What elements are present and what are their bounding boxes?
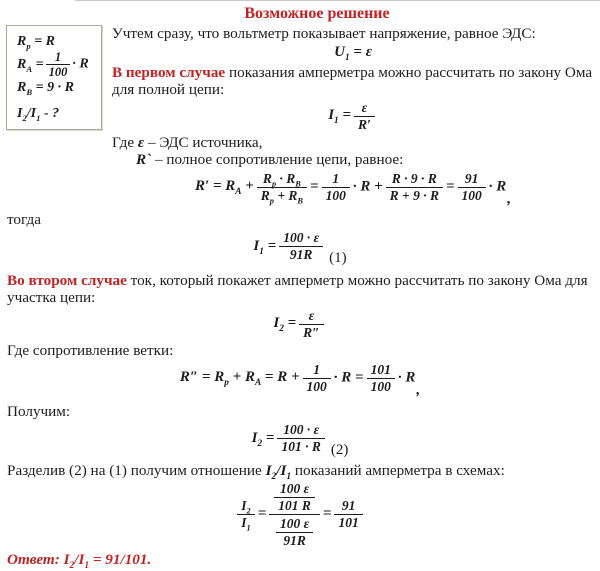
fraction	[354, 100, 375, 132]
paragraph-where-resistance	[112, 151, 594, 168]
answer-line	[7, 548, 593, 571]
fraction	[458, 171, 486, 203]
formula-lhs: $I_2$ =	[273, 315, 297, 335]
paragraph-first-case	[112, 64, 594, 98]
equals-sign: =	[257, 505, 267, 522]
fraction-numerator: $R_p \cdot R_B$	[257, 171, 307, 188]
fraction	[274, 481, 315, 513]
stacked-fraction	[269, 480, 320, 548]
fraction-denominator: 91R	[289, 247, 313, 263]
emf-symbol: ε	[137, 134, 145, 151]
fraction-numerator: 1	[322, 171, 350, 188]
fraction-numerator: $I_2$	[237, 498, 254, 515]
top-divider	[75, 0, 600, 1]
fraction-denominator: R′	[358, 117, 371, 132]
given-data-box	[6, 25, 102, 130]
given-ra-tail: · R	[72, 56, 89, 72]
fraction-numerator: 101	[367, 362, 395, 379]
fraction-numerator: ε	[299, 308, 323, 325]
equation-label-2: (2)	[330, 441, 349, 458]
paragraph-obtain: Получим:	[7, 403, 71, 421]
paragraph-where-emf	[112, 134, 594, 151]
fraction-numerator: 100 ε	[276, 516, 313, 533]
fraction	[279, 230, 323, 262]
fraction-numerator: 1	[303, 362, 331, 379]
fraction-denominator: 101 R	[278, 497, 311, 513]
result-fraction	[334, 498, 362, 530]
equals-sign: =	[322, 505, 332, 522]
formula-i2-ohm	[7, 308, 593, 340]
paragraph-then: тогда	[7, 211, 41, 229]
fraction-denominator: 101 · R	[281, 439, 321, 455]
fraction	[386, 171, 443, 203]
fraction-denominator: 100	[370, 378, 391, 394]
given-ra	[17, 51, 99, 78]
paragraph-second-case	[7, 272, 593, 306]
formula-current-ratio	[7, 480, 593, 548]
formula-branch-resistance	[7, 362, 593, 400]
formula-tail: · R	[488, 178, 507, 195]
paragraph-divide	[7, 461, 593, 482]
fraction-numerator: 100 ε	[274, 481, 315, 498]
formula-lhs: $R'' = R_p + R_A = R$ +	[179, 369, 300, 389]
equals-sign: =	[310, 178, 319, 195]
divide-suffix: показаний амперметра в схемах:	[291, 461, 505, 479]
formula-lhs: $I_2$ =	[251, 429, 275, 449]
fraction-denominator: 100	[461, 188, 482, 203]
ratio-symbol: $I_2/I_1$	[265, 461, 292, 482]
formula-total-resistance	[112, 171, 594, 209]
formula-tail: · R	[397, 369, 416, 386]
fraction-denominator: R″	[303, 324, 320, 340]
fraction-denominator: 100	[325, 188, 346, 203]
page-title: Возможное решение	[244, 5, 390, 22]
formula-lhs: $I_1$ =	[253, 237, 277, 257]
formula-i1-ohm	[112, 100, 594, 132]
formula-middle: · R +	[352, 178, 383, 195]
fraction-denominator: 100	[306, 378, 327, 394]
answer-label: Ответ:	[7, 550, 60, 568]
stacked-denominator	[269, 515, 320, 548]
formula-u1-equals-emf: $U_1 = \varepsilon$	[334, 44, 372, 63]
fraction-numerator: 100 · ε	[277, 422, 324, 439]
ratio-lhs-fraction	[237, 497, 254, 533]
fraction-denominator: $I_1$	[241, 514, 251, 533]
fraction	[367, 362, 395, 394]
fraction	[276, 516, 313, 548]
paragraph-voltmeter: Учтем сразу, что вольтметр показывает напряжение, равное ЭДС:	[112, 25, 536, 42]
equation-label-1: (1)	[329, 249, 347, 266]
paragraph-branch-resistance: Где сопротивление ветки:	[7, 341, 174, 359]
trailing-comma: ,	[507, 191, 512, 208]
where-resistance-text: – полное сопротивление цепи, равное:	[151, 151, 404, 168]
fraction	[257, 171, 307, 206]
r-prime-symbol: R`	[136, 151, 152, 168]
fraction	[303, 362, 331, 394]
fraction	[299, 308, 323, 340]
fraction	[46, 51, 71, 78]
equals-sign: =	[445, 178, 455, 195]
fraction-denominator: 101	[338, 514, 359, 530]
fraction-denominator: 91R	[283, 532, 306, 548]
fraction-numerator: ε	[354, 100, 375, 117]
first-case-highlight: В первом случае	[112, 64, 226, 81]
fraction-numerator: R · 9 · R	[386, 171, 443, 188]
fraction-denominator: R + 9 · R	[389, 188, 439, 203]
trailing-comma: ,	[416, 382, 421, 399]
fraction	[277, 422, 324, 454]
fraction	[322, 171, 350, 203]
second-case-section	[7, 211, 593, 571]
fraction-denominator: 100	[48, 65, 68, 79]
given-question: $I_2/I_1$ - ?	[17, 106, 60, 123]
divide-prefix: Разделив (2) на (1) получим отношение	[7, 461, 266, 479]
fraction-numerator: 1	[46, 51, 71, 65]
formula-lhs: $R' = R_A$ +	[194, 178, 254, 198]
stacked-numerator	[269, 480, 320, 515]
formula-lhs: $I_1$ =	[328, 107, 351, 127]
fraction-numerator: 91	[334, 498, 362, 515]
given-rb: $R_B = 9 \cdot R$	[17, 80, 74, 97]
where-prefix: Где	[112, 134, 138, 151]
second-case-highlight: Во втором случае	[7, 271, 127, 289]
second-case-text: ток, который покажет амперметр можно рассчитать по закону Ома для участка цепи:	[7, 271, 588, 306]
given-ra-lhs: $R_A$ =	[17, 56, 44, 74]
fraction-numerator: 91	[458, 171, 486, 188]
formula-i1-value	[7, 230, 593, 267]
formula-i2-value	[7, 422, 593, 459]
fraction-denominator: $R_p + R_B$	[260, 188, 303, 206]
first-case-section	[112, 23, 594, 209]
given-rp: $R_p = R$	[17, 34, 56, 51]
formula-middle: · R =	[333, 369, 364, 386]
first-case-text: показания амперметра можно рассчитать по закону Ома для полной цепи:	[112, 64, 593, 98]
answer-value: $I_2/I_1 = 91/101$.	[59, 550, 152, 571]
where-emf-text: – ЭДС источника,	[144, 134, 263, 151]
fraction-numerator: 100 · ε	[279, 230, 323, 247]
